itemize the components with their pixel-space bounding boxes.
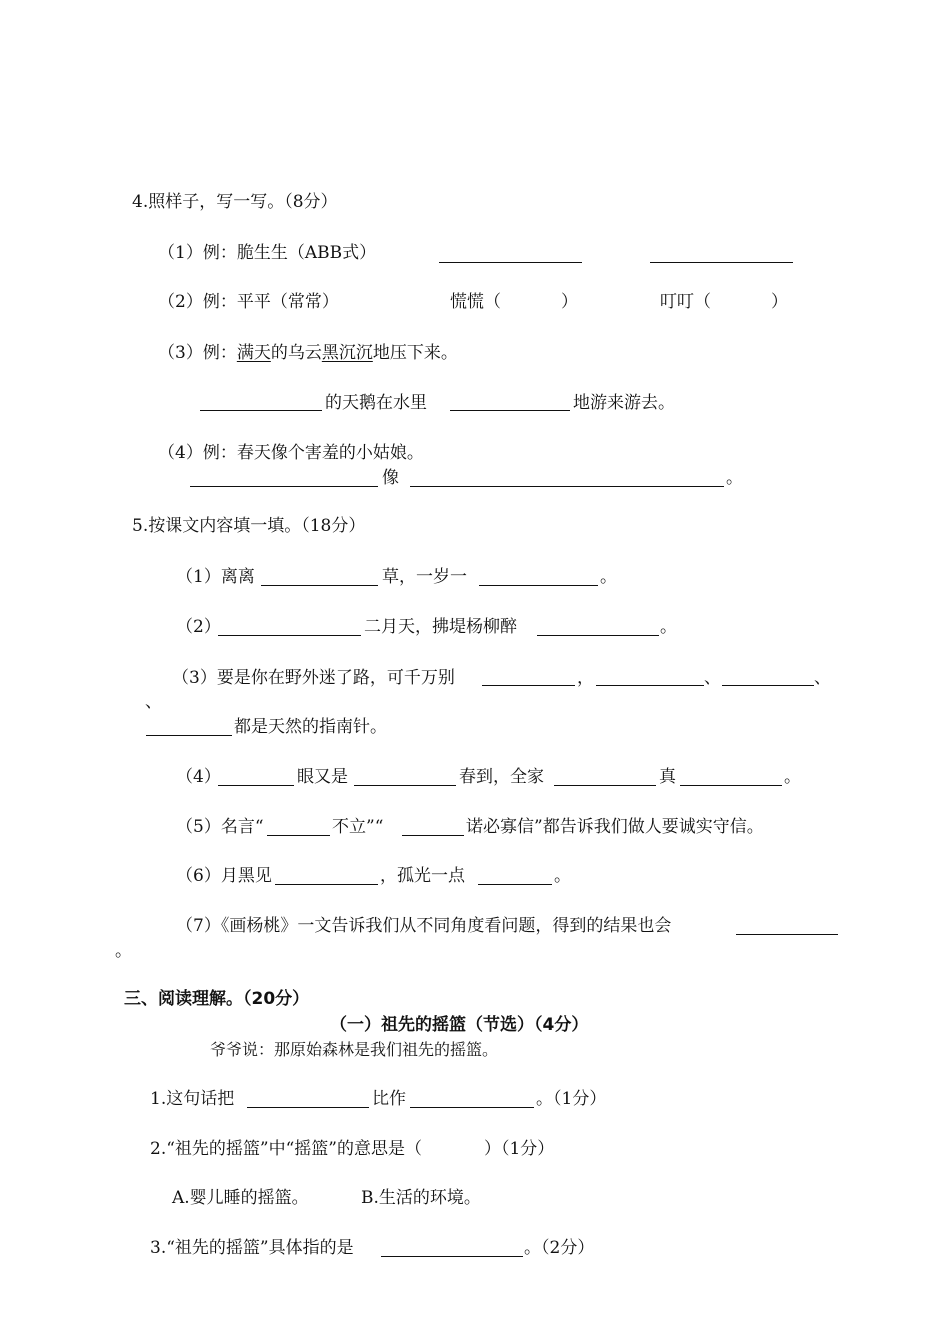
q4-item3-underline-2: 黑沉沉 [321,343,373,363]
reading-q1-c: 。（1分） [536,1089,607,1109]
q4-title: 4.照样子，写一写。（8分） [132,192,338,212]
reading-q3-a: 3.“祖先的摇篮”具体指的是 [150,1238,354,1258]
q4-item1: （1）例：脆生生（ABB式） [158,243,377,263]
reading-q1-blank-2[interactable] [410,1106,534,1108]
reading-q3-b: 。（2分） [524,1238,595,1258]
q4-item2-word2-close: ） [771,292,788,312]
q5-item6-c: 。 [554,866,571,886]
reading-q2 [150,1137,554,1161]
q5-item6-blank-1[interactable] [275,883,378,885]
q5-item7-blank[interactable] [736,933,838,935]
q5-item3-b: ， [577,668,594,688]
q5-item3-e: 、 [145,692,162,712]
reading-q2-option-b: B.生活的环境。 [361,1188,481,1208]
q5-item4-a: （4） [176,767,221,787]
section3-title: 三、阅读理解。（20分） [124,989,310,1009]
q5-item4-c: 春到，全家 [459,767,544,787]
q4-item1-blank-2[interactable] [650,261,793,263]
q4-item2-word2 [660,290,788,314]
q4-item3-blank-2[interactable] [450,409,570,411]
q4-item2-word2-label: 叮叮（ [660,292,711,312]
q5-item5-a: （5）名言“ [176,817,264,837]
q5-item3-a: （3）要是你在野外迷了路，可千万别 [172,668,455,688]
reading-q2-option-a: A.婴儿睡的摇篮。 [172,1188,309,1208]
q5-item2-a: （2） [176,617,221,637]
reading-q1-blank-1[interactable] [247,1106,369,1108]
reading-q2-close: ）（1分） [483,1139,555,1159]
q5-item3-c: 、 [704,668,721,688]
q5-item4-e: 。 [784,767,801,787]
q4-item2-word1-label: 慌慌（ [450,292,501,312]
q4-item4-end: 。 [726,468,743,488]
q4-item3-ex-b: 地游来游去。 [573,393,675,413]
q4-item2-word1-close: ） [561,292,578,312]
q5-item5-c: 诺必寡信”都告诉我们做人要诚实守信。 [466,817,764,837]
reading-q1-a: 1.这句话把 [150,1089,235,1109]
q4-item1-blank-1[interactable] [439,261,582,263]
reading-q1-b: 比作 [372,1089,406,1109]
q5-item1-b: 草，一岁一 [382,567,467,587]
q5-item3-f: 都是天然的指南针。 [234,717,387,737]
q4-item3-text-b: 的乌云 [270,343,322,363]
q5-item2-b: 二月天，拂堤杨柳醉 [364,617,517,637]
q4-item4-mid: 像 [382,468,399,488]
q5-item6-blank-2[interactable] [478,883,552,885]
q5-item1-blank-2[interactable] [479,584,598,586]
q5-item4-blank-4[interactable] [680,784,782,786]
q4-item3-underline-1: 满天 [236,343,271,363]
q5-item7-b: 。 [115,941,132,961]
q5-item6-b: ，孤光一点 [380,866,465,886]
q5-item4-blank-2[interactable] [354,784,456,786]
q5-item2-c: 。 [660,617,677,637]
q5-item4-b: 眼又是 [297,767,348,787]
q5-item5-blank-1[interactable] [267,834,330,836]
q4-item4-blank-2[interactable] [410,485,724,487]
q5-item5-blank-2[interactable] [402,834,464,836]
q4-item3 [158,341,458,365]
q5-item3-d: 、 [814,668,831,688]
q5-item1-a: （1）离离 [176,567,255,587]
q5-item3-blank-3[interactable] [722,684,814,686]
q4-item3-label: （3）例： [158,343,237,363]
reading-q2-label: 2.“祖先的摇篮”中“摇篮”的意思是（ [150,1139,422,1159]
section3-quote: 爷爷说：那原始森林是我们祖先的摇篮。 [210,1040,499,1059]
q5-item4-blank-3[interactable] [554,784,656,786]
q5-item1-c: 。 [600,567,617,587]
q4-item4-blank-1[interactable] [190,485,378,487]
q4-item2: （2）例：平平（常常） [158,292,339,312]
q5-item5-b: 不立”“ [332,817,384,837]
reading-q3-blank[interactable] [381,1255,523,1257]
q4-item3-ex-a: 的天鹅在水里 [325,393,427,413]
q5-item2-blank-1[interactable] [218,634,361,636]
section3-sub-title: （一）祖先的摇篮（节选）（4分） [330,1015,589,1035]
q4-item3-text-c: 地压下来。 [372,343,458,363]
q4-item3-blank-1[interactable] [200,409,322,411]
q5-item3-blank-2[interactable] [596,684,704,686]
q5-item7-a: （7）《画杨桃》一文告诉我们从不同角度看问题，得到的结果也会 [176,916,672,936]
q4-item4: （4）例：春天像个害羞的小姑娘。 [158,443,424,463]
q5-title: 5.按课文内容填一填。（18分） [132,516,366,536]
q5-item6-a: （6）月黑见 [176,866,272,886]
q5-item4-blank-1[interactable] [218,784,294,786]
q5-item3-blank-4[interactable] [146,734,232,736]
q5-item4-d: 真 [659,767,676,787]
q4-item2-word1 [450,290,578,314]
q5-item1-blank-1[interactable] [261,584,378,586]
q5-item2-blank-2[interactable] [537,634,659,636]
q5-item3-blank-1[interactable] [482,684,575,686]
